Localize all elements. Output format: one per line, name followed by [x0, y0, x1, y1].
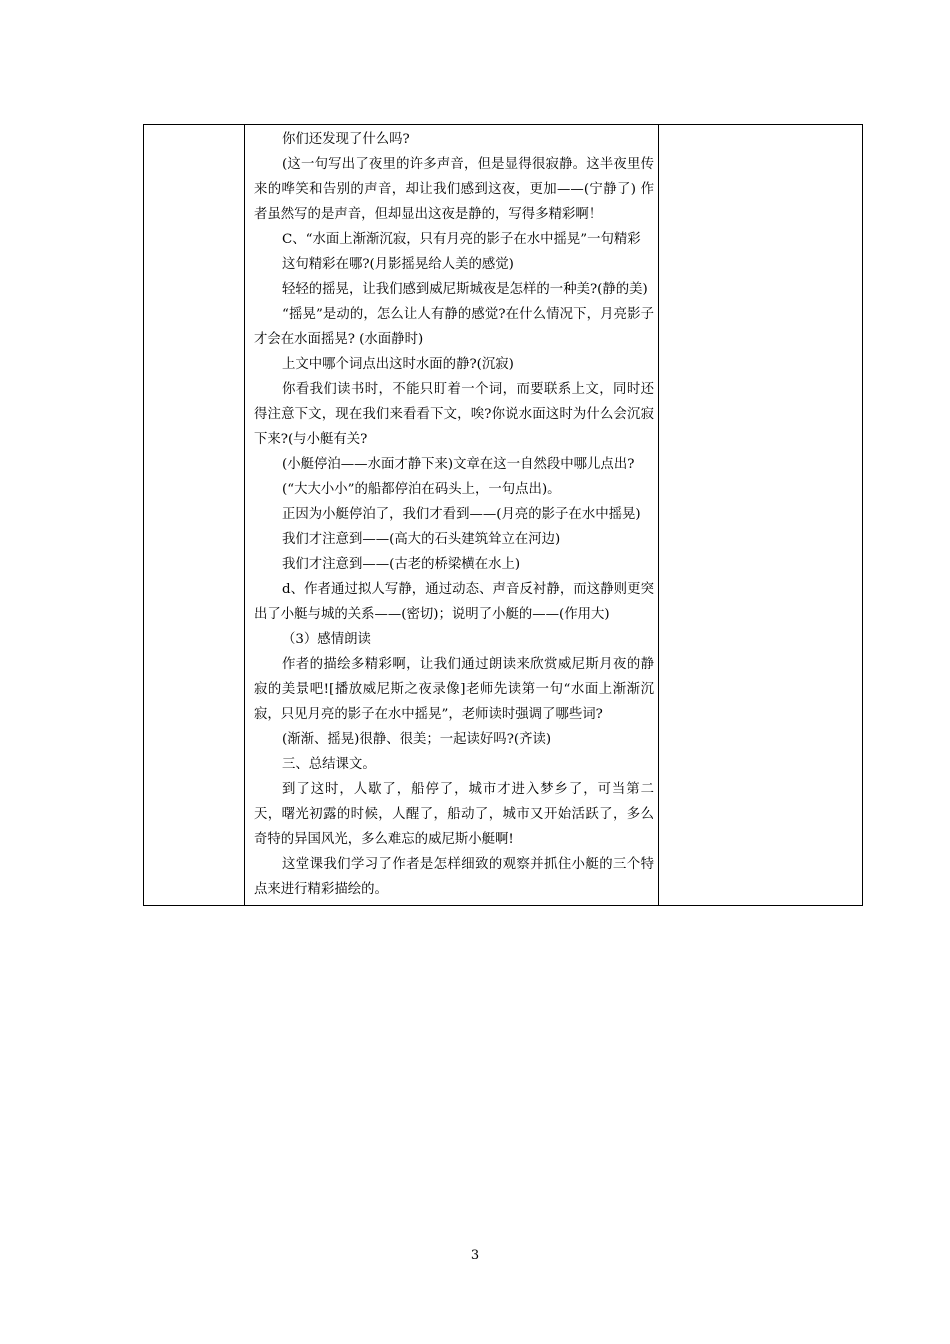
section-subheading: （3）感情朗读 — [282, 632, 371, 647]
section-heading: 三、总结课文。 — [282, 757, 376, 772]
paragraph: (小艇停泊——水面才静下来)文章在这一自然段中哪儿点出? — [282, 457, 635, 472]
paragraph: 你看我们读书时，不能只盯着一个词，而要联系上文，同时还得注意下文，现在我们来看看下文，唉?你说水面这时为什么会沉寂下来?(与小艇有关? — [254, 382, 654, 447]
main-content-cell — [245, 125, 659, 906]
paragraph: 我们才注意到——(高大的石头建筑耸立在河边) — [282, 532, 561, 547]
paragraph: 作者的描绘多精彩啊，让我们通过朗读来欣赏威尼斯月夜的静寂的美景吧![播放威尼斯之夜录像]老师先读第一句“水面上渐渐沉寂，只见月亮的影子在水中摇晃”，老师读时强调了哪些词? — [254, 657, 654, 722]
lesson-plan-table — [143, 124, 863, 906]
paragraph: 到了这时，人歇了，船停了，城市才进入梦乡了，可当第二天，曙光初露的时候，人醒了，船动了，城市又开始活跃了，多么奇特的异国风光，多么难忘的威尼斯小艇啊! — [254, 782, 654, 847]
lesson-text — [245, 125, 658, 905]
paragraph: 正因为小艇停泊了，我们才看到——(月亮的影子在水中摇晃) — [282, 507, 641, 522]
paragraph: 我们才注意到——(古老的桥梁横在水上) — [282, 557, 521, 572]
paragraph: 上文中哪个词点出这时水面的静?(沉寂) — [282, 357, 514, 372]
paragraph: d、作者通过拟人写静，通过动态、声音反衬静，而这静则更突出了小艇与城的关系——(密切)；说明了小艇的——(作用大) — [254, 582, 654, 622]
paragraph: “摇晃”是动的，怎么让人有静的感觉?在什么情况下，月亮影子才会在水面摇晃? (水面静时) — [254, 307, 654, 347]
paragraph: 这句精彩在哪?(月影摇晃给人美的感觉) — [282, 257, 514, 272]
paragraph: 轻轻的摇晃，让我们感到威尼斯城夜是怎样的一种美?(静的美) — [282, 282, 648, 297]
paragraph: (这一句写出了夜里的许多声音，但是显得很寂静。这半夜里传来的哗笑和告别的声音，却让我们感到这夜，更加——(宁静了) 作者虽然写的是声音，但却显出这夜是静的，写得多精彩啊！ — [254, 157, 654, 222]
left-column-cell — [144, 125, 245, 906]
right-column-cell — [659, 125, 863, 906]
page-number: 3 — [470, 1248, 480, 1263]
table-row — [144, 125, 863, 906]
paragraph: (渐渐、摇晃)很静、很美；一起读好吗?(齐读) — [282, 732, 552, 747]
paragraph: C、“水面上渐渐沉寂，只有月亮的影子在水中摇晃”一句精彩 — [282, 232, 641, 247]
paragraph: 这堂课我们学习了作者是怎样细致的观察并抓住小艇的三个特点来进行精彩描绘的。 — [254, 857, 654, 897]
paragraph: (“大大小小”的船都停泊在码头上，一句点出)。 — [282, 482, 561, 497]
paragraph: 你们还发现了什么吗? — [282, 132, 410, 147]
